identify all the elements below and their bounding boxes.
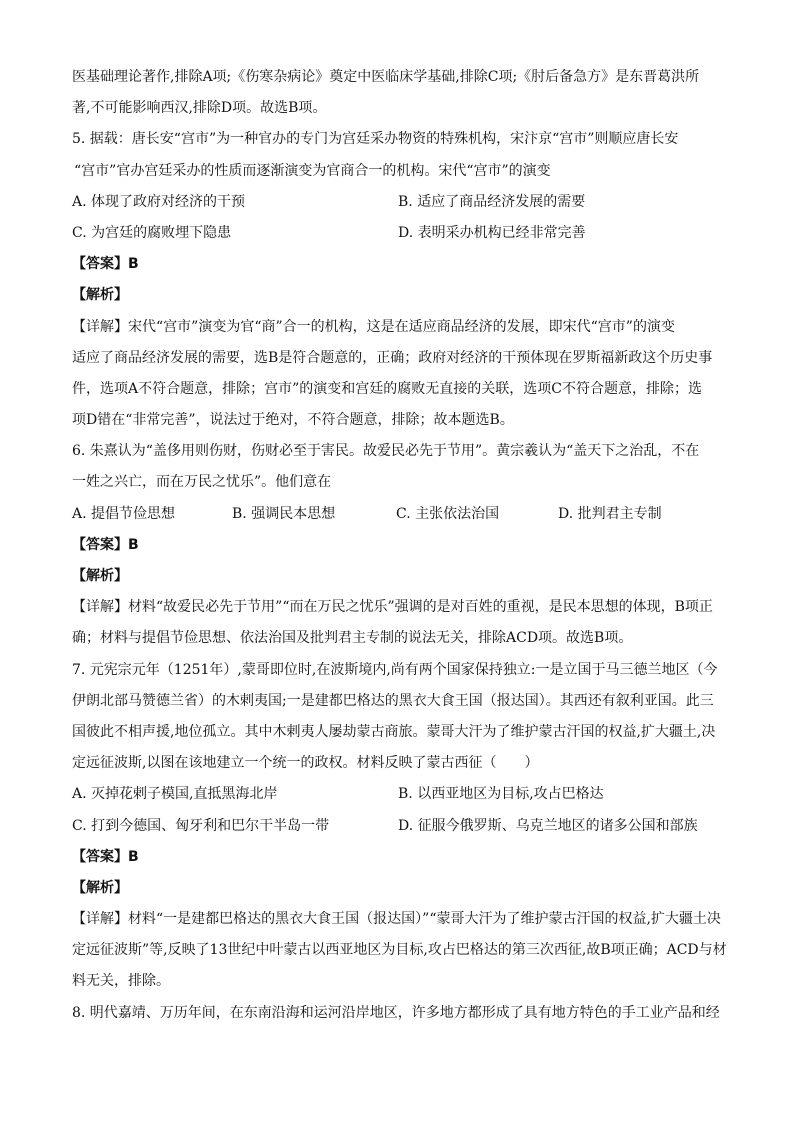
question-stem-line: 一姓之兴亡，而在万民之忧乐”。他们意在: [72, 474, 332, 491]
question-stem-line: 7. 元宪宗元年（1251年）,蒙哥即位时,在波斯境内,尚有两个国家保持独立:一是立国于马三德兰地区（今: [72, 661, 718, 678]
paragraph-line: 医基础理论著作,排除A项;《伤寒杂病论》奠定中医临床学基础,排除C项;《肘后备急方》是东晋葛洪所: [72, 69, 700, 85]
detail-line: 件，选项A不符合题意，排除；宫市”的演变和宫廷的腐败无直接的关联，选项C不符合题意，排除；选: [72, 380, 702, 397]
question-6: [72, 436, 728, 654]
detail-line: 【详解】材料“故爱民必先于节用”“而在万民之忧乐”强调的是对百姓的重视，是民本思想的体现，B项正: [72, 599, 713, 616]
detail-line: 适应了商品经济发展的需要，选B是符合题意的，正确；政府对经济的干预体现在罗斯福新政这个历史事: [72, 349, 713, 366]
question-8: [72, 998, 728, 1029]
answer-label: 【答案】B: [72, 256, 139, 273]
detail-line: 项D错在“非常完善”，说法过于绝对，不符合题意，排除；故本题选B。: [72, 412, 514, 429]
option-row: [72, 779, 728, 810]
question-5: [72, 124, 728, 436]
option-a: A. 灭掉花剌子模国,直抵黑海北岸: [72, 786, 278, 803]
detail-line: 【详解】宋代“宫市”演变为官“商”合一的机构，这是在适应商品经济的发展，即宋代“宫市”的演变: [72, 318, 675, 335]
question-stem-line: 8. 明代嘉靖、万历年间，在东南沿海和运河沿岸地区，许多地方都形成了具有地方特色的手工业产品和经: [72, 1004, 720, 1021]
option-b: B. 适应了商品经济发展的需要: [398, 193, 586, 210]
previous-analysis-continuation: [72, 62, 728, 124]
question-stem-line: 伊朗北部马赞德兰省）的木剌夷国;一是建都巴格达的黑衣大食王国（报达国）。其西还有叙利亚国。此三: [72, 692, 714, 709]
option-c: C. 打到今德国、匈牙利和巴尔干半岛一带: [72, 817, 330, 834]
option-row: [72, 187, 728, 218]
answer-label: 【答案】B: [72, 536, 139, 553]
option-row: [72, 811, 728, 842]
option-a: A. 提倡节俭思想: [72, 505, 176, 522]
analysis-label: 【解析】: [72, 568, 128, 584]
answer-label: 【答案】B: [72, 848, 139, 865]
question-7: [72, 655, 728, 998]
option-d: D. 批判君主专制: [558, 505, 662, 522]
option-d: D. 表明采办机构已经非常完善: [398, 224, 586, 241]
paragraph-line: 著,不可能影响西汉,排除D项。故选B项。: [72, 100, 327, 117]
option-b: B. 强调民本思想: [232, 505, 336, 522]
question-stem-line: 5. 据载：唐长安“宫市”为一种官办的专门为宫廷采办物资的特殊机构，宋汴京“宫市”则顺应唐长安: [72, 131, 679, 148]
detail-line: 定远征波斯”等,反映了13世纪中叶蒙古以西亚地区为目标,攻占巴格达的第三次西征,故B项正确；ACD与材: [72, 942, 727, 959]
option-a: A. 体现了政府对经济的干预: [72, 193, 246, 210]
option-row: [72, 218, 728, 249]
option-row: [72, 499, 728, 530]
option-c: C. 主张依法治国: [396, 505, 500, 522]
option-b: B. 以西亚地区为目标,攻占巴格达: [398, 786, 604, 803]
option-d: D. 征服今俄罗斯、乌克兰地区的诸多公国和部族: [398, 817, 698, 834]
question-stem-line: “宫市”官办宫廷采办的性质而逐渐演变为官商合一的机构。宋代“宫市”的演变: [74, 162, 551, 179]
detail-line: 确；材料与提倡节俭思想、依法治国及批判君主专制的说法无关，排除ACD项。故选B项。: [72, 630, 633, 647]
question-stem-line: 国彼此不相声援,地位孤立。其中木剌夷人屡劫蒙古商旅。蒙哥大汗为了维护蒙古汗国的权益,扩大疆土,决: [72, 723, 716, 740]
analysis-label: 【解析】: [72, 879, 128, 896]
question-stem-line: 6. 朱熹认为“盖侈用则伤财，伤财必至于害民。故爱民必先于节用”。黄宗羲认为“盖天下之治乱，不在: [72, 443, 700, 460]
option-c: C. 为宫廷的腐败埋下隐患: [72, 224, 232, 241]
document-page: [72, 62, 728, 1029]
detail-line: 料无关，排除。: [72, 973, 170, 990]
detail-line: 【详解】材料“一是建都巴格达的黑衣大食王国（报达国）”“蒙哥大汗为了维护蒙古汗国的权益,扩大疆土决: [72, 911, 721, 928]
analysis-label: 【解析】: [72, 287, 128, 304]
question-stem-line: 定远征波斯,以图在该地建立一个统一的政权。材料反映了蒙古西征（ ）: [72, 755, 539, 772]
